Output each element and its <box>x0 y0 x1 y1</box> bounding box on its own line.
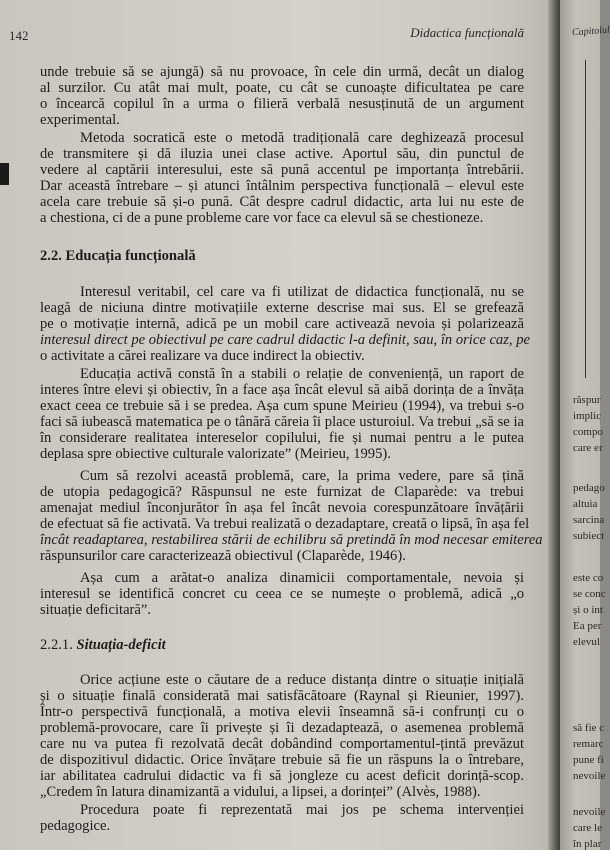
subsection-title: Situația-deficit <box>76 637 166 653</box>
book-gutter <box>548 0 560 850</box>
right-page-fragment: să fie c <box>573 722 605 734</box>
right-page-fragment: și o int <box>573 604 603 616</box>
text-line: pedagogice. <box>40 818 111 834</box>
text-line: de transmitere și dă iluzia unei clase active. Aportul său, din punctul de <box>40 146 524 162</box>
right-page-fragment: subiect <box>573 530 605 542</box>
text-line: exact ceea ce trebuie să i se predea. Așa cum spune Meirieu (1994), va trebui s-o <box>40 398 524 414</box>
text-line: încât readaptarea, restabilirea stării de echilibru să pretindă în mod necesar emiterea <box>40 532 543 548</box>
right-page-fragment: în plar <box>573 838 602 850</box>
text-line: vedere al captării interesului, este să pună accentul pe importanța întrebării. <box>40 162 524 178</box>
subsection-heading <box>40 637 166 654</box>
text-line: a chestiona, ci de a pune probleme care vor face ca elevul să se chestioneze. <box>40 210 484 226</box>
right-page-fragment: pedago <box>573 482 605 494</box>
text-line: interesul se identifică concret cu ceea ce se numește o problemă, adică „o <box>40 586 524 602</box>
right-page-fragment: pune fi <box>573 754 604 766</box>
right-page-box <box>585 60 606 378</box>
text-line: al surzilor. Cu atât mai mult, poate, cu cât se cunoaște dificultatea pe care <box>40 80 524 96</box>
right-page-fragment: nevoile <box>573 806 606 818</box>
text-line: amenajat mediul înconjurător în așa fel încât nevoia corespunzătoare învățării <box>40 500 524 516</box>
text-line: situație deficitară”. <box>40 602 152 618</box>
margin-tab <box>0 163 9 185</box>
text-line: care nu va putea fi rezolvată decât dobândind comportamentul-țintă prevăzut <box>40 736 524 752</box>
right-page-fragment: nevoile <box>573 770 606 782</box>
right-page-fragment: sarcina <box>573 514 605 526</box>
text-line: interes între elevi și obiectiv, în a face așa încât elevul să aibă dorința de a învăța <box>40 382 524 398</box>
text-line: de efectuat să fie activată. Va trebui realizată o dezadaptare, creată o lipsă, în așa fel <box>40 516 530 532</box>
text-line: Orice acțiune este o căutare de a reduce distanța dintre o situație inițială <box>80 672 524 688</box>
right-page-fragment: care le <box>573 822 602 834</box>
page-number: 142 <box>9 28 29 43</box>
text-line: Procedura poate fi reprezentată mai jos pe schema intervenției <box>80 802 524 818</box>
right-page-head: Capitolul <box>571 24 610 39</box>
right-page-fragment: altuia <box>573 498 598 510</box>
text-line: „Credem în latura dinamizantă a vidului, a lipsei, a dorinței” (Alvès, 1988). <box>40 784 481 800</box>
text-line: Educația activă constă în a stabili o relație de conveniență, un raport de <box>80 366 524 382</box>
text-line: în considerare realitatea intereselor copilului, fie și numai pentru a le putea <box>40 430 524 446</box>
right-page-fragment: remarc <box>573 738 604 750</box>
right-page-fragment: este co <box>573 572 604 584</box>
subsection-number: 2.2.1. <box>40 637 73 653</box>
running-head: Didactica funcțională <box>410 25 524 40</box>
text-line: experimental. <box>40 112 120 128</box>
text-line: faci să iubească matematica pe o tânără căreia îi place usturoiul. Va trebui „să se ia <box>40 414 524 430</box>
text-line: Dar această întrebare – și atunci întâlnim perspectiva funcțională – elevul este <box>40 178 524 194</box>
text-line: leagă de niciuna dintre motivațiile externe descrise mai sus. El se grefează <box>40 300 524 316</box>
text-line: o încearcă copilul în a urma o filieră verbală nesusținută de un argument <box>40 96 524 112</box>
right-page-fragment: care er <box>573 442 603 454</box>
text-line: Metoda socratică este o metodă tradițională care deghizează procesul <box>80 130 524 146</box>
text-line: unde trebuie să se ajungă) să nu provoace, în cele din urmă, decât un dialog <box>40 64 524 80</box>
text-line: problemă-provocare, care îi privește și îi dezadaptează, o asemenea problemă <box>40 720 524 736</box>
text-line: acela care trebuie să și-o pună. Cât despre cadrul didactic, arta lui nu este de <box>40 194 524 210</box>
right-page-fragment: implic <box>573 410 602 422</box>
text-line: interesul direct pe obiectivul pe care cadrul didactic l-a definit, sau, în orice caz, pe <box>40 332 530 348</box>
right-page-fragment: elevul <box>573 636 600 648</box>
text-line: pe o motivație internă, adică pe un mobil care activează nevoia și polarizează <box>40 316 524 332</box>
right-page-fragment: compo <box>573 426 603 438</box>
section-heading: 2.2. Educația funcțională <box>40 248 196 264</box>
text-line: Interesul veritabil, cel care va fi utilizat de didactica funcțională, nu se <box>80 284 524 300</box>
text-line: Cum să rezolvi această problemă, care, la prima vedere, pare să țină <box>80 468 524 484</box>
text-line: de utopia pedagogică? Răspunsul ne este furnizat de Claparède: va trebui <box>40 484 524 500</box>
right-page-fragment: Ea per <box>573 620 602 632</box>
text-line: și o situație finală considerată mai satisfăcătoare (Raynal și Rieunier, 1997). <box>40 688 524 704</box>
text-line: iar abilitatea cadrului didactic va fi să jongleze cu acest deficit dorință-scop. <box>40 768 524 784</box>
text-line: Într-o perspectivă funcțională, a motiva elevii înseamnă să-i confrunți cu o <box>40 704 524 720</box>
right-page-fragment: răspur <box>573 394 601 406</box>
right-page-fragment: se conc <box>573 588 606 600</box>
text-line: deplasa spre obiective culturale valorizate” (Meirieu, 1995). <box>40 446 391 462</box>
text-line: de dispozitivul didactic. Orice învățare trebuie să fie un răspuns la o întrebare, <box>40 752 524 768</box>
text-line: Așa cum a arătat-o analiza dinamicii comportamentale, nevoia și <box>80 570 524 586</box>
text-line: răspunsurilor care caracterizează obiectivul (Claparède, 1946). <box>40 548 406 564</box>
text-line: o activitate a cărei realizare va duce indirect la obiectiv. <box>40 348 365 364</box>
